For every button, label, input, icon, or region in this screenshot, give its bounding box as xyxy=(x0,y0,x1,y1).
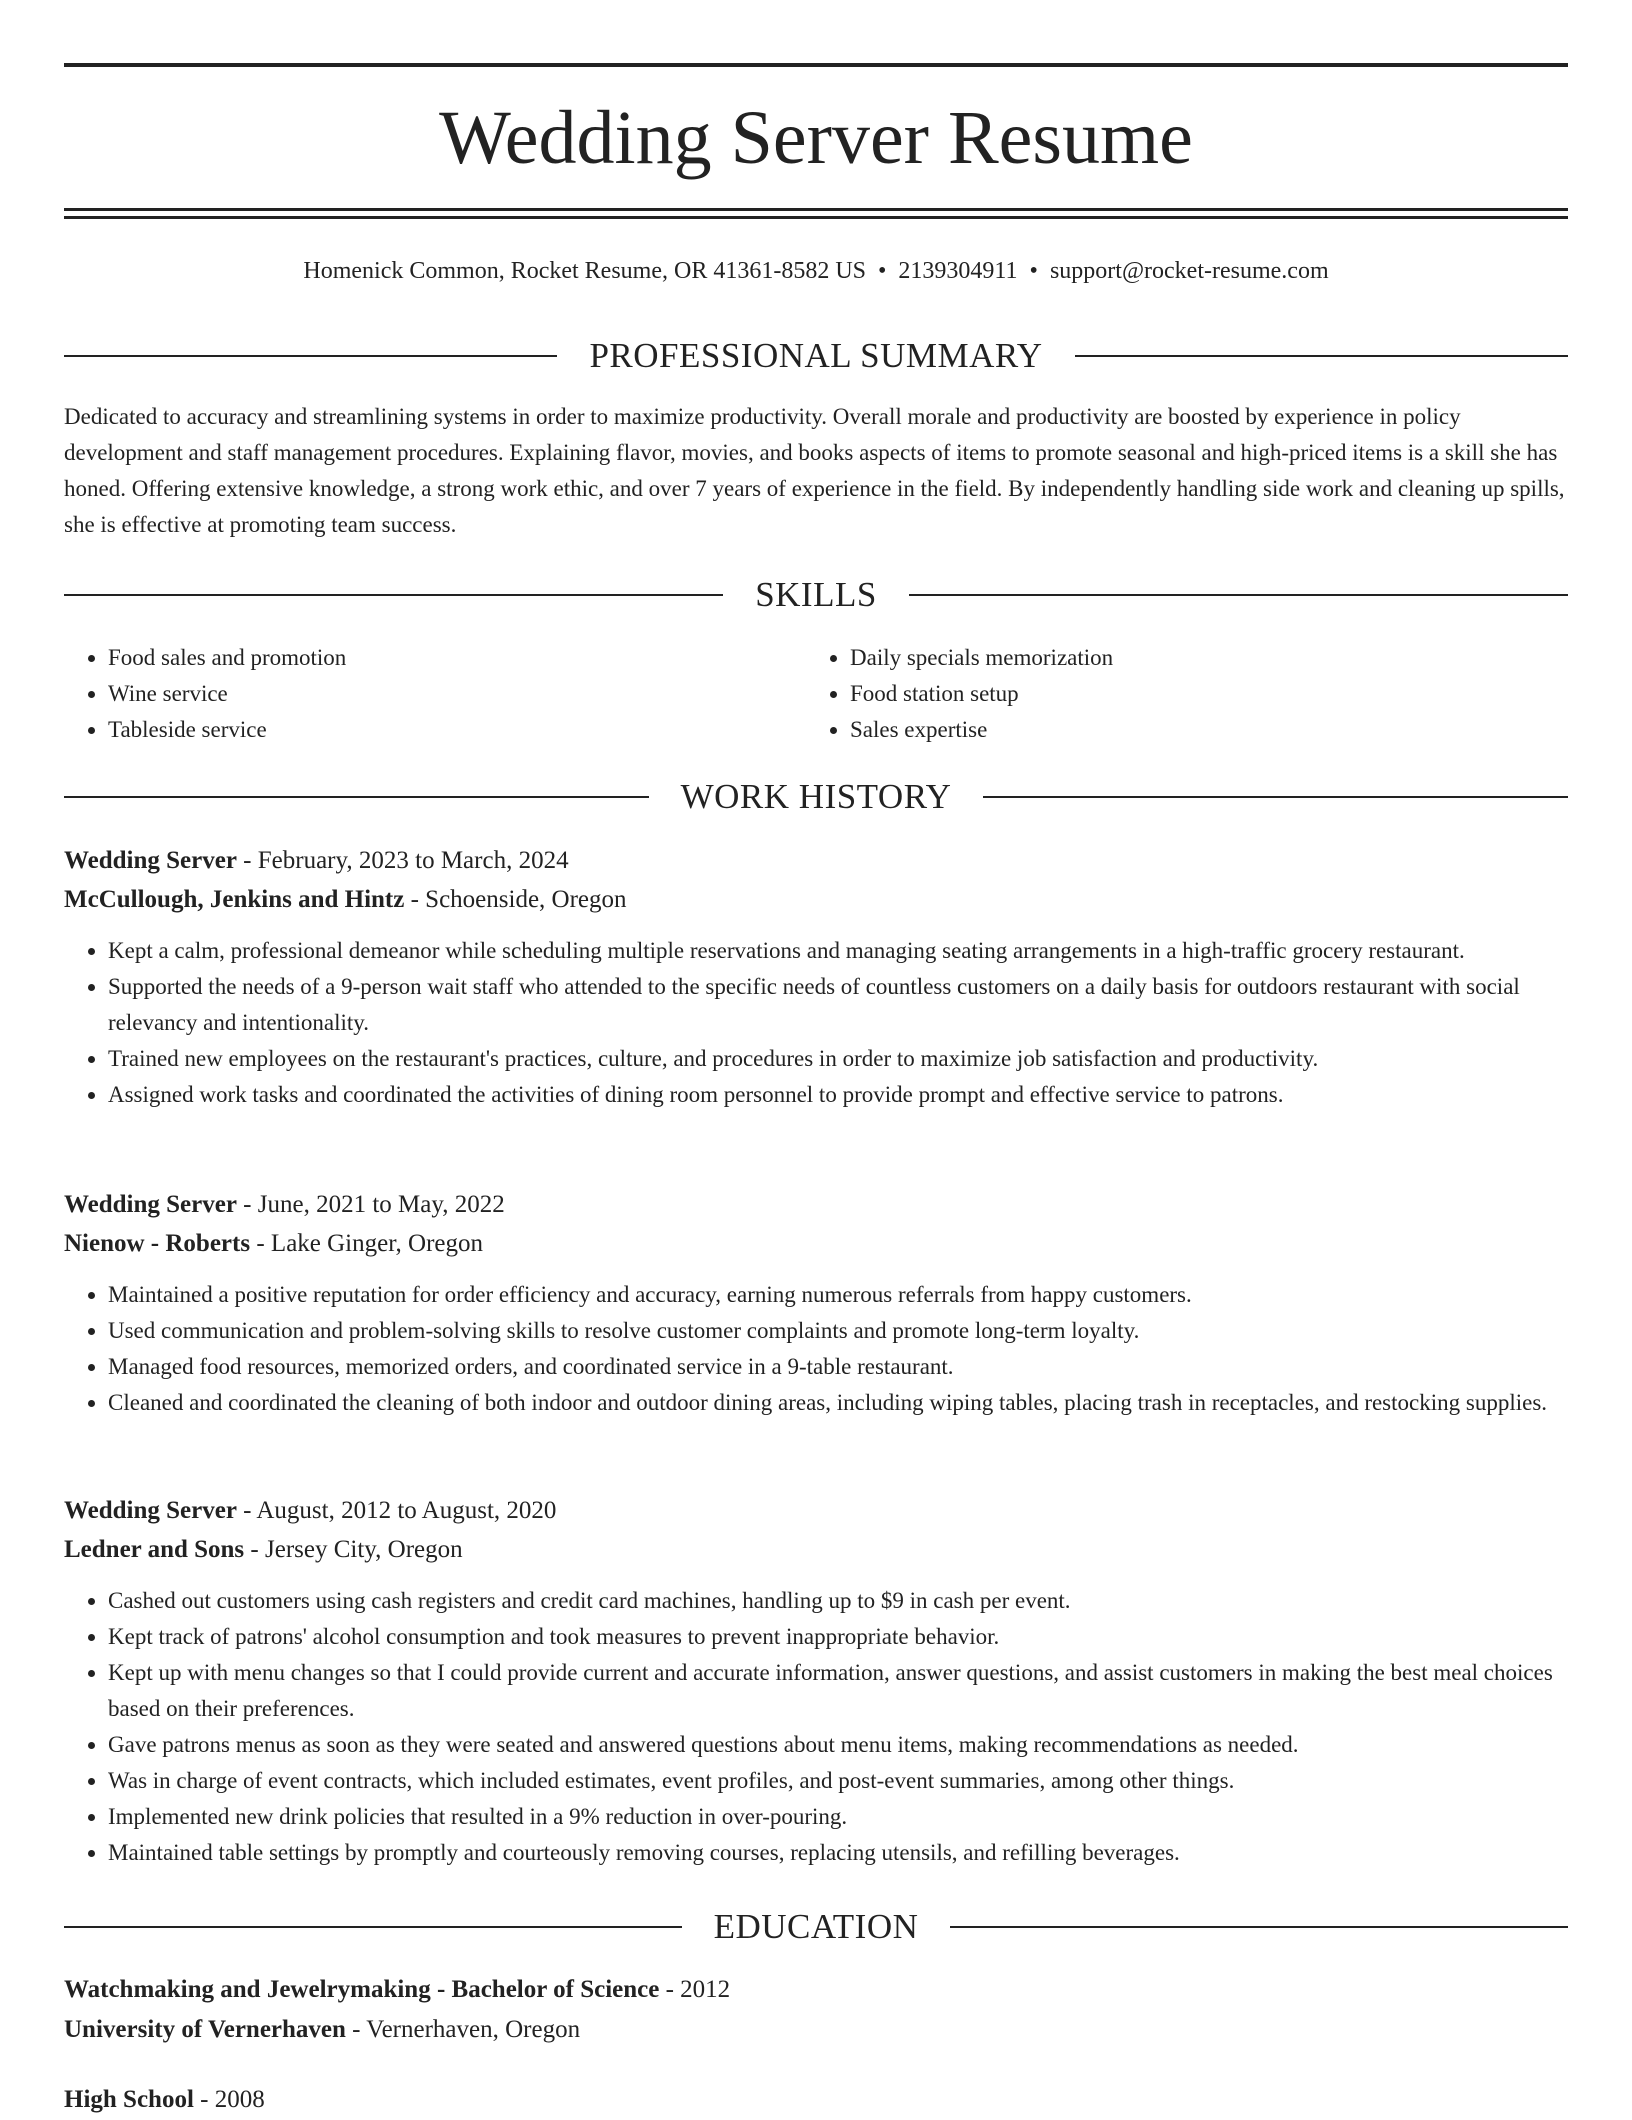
list-item: • Supported the needs of a 9-person wait staff who attended to the specific needs of countless customers on a daily basis for outdoors restaurant with social relevancy and intentionality. xyxy=(108,969,1568,1041)
job-entry xyxy=(64,1185,1568,1421)
skill-item: • Tableside service xyxy=(108,712,806,748)
section-rule xyxy=(64,796,649,798)
list-item: • Managed food resources, memorized orders, and coordinated service in a 9-table restaurant. xyxy=(108,1349,1568,1385)
contact-email: support@rocket-resume.com xyxy=(1049,258,1329,284)
list-item: • Was in charge of event contracts, which included estimates, event profiles, and post-event summaries, among other things. xyxy=(108,1763,1568,1799)
list-item: • Maintained table settings by promptly and courteously removing courses, replacing utensils, and refilling beverages. xyxy=(108,1835,1568,1871)
job-company: McCullough, Jenkins and Hintz xyxy=(64,886,405,913)
list-item: • Kept a calm, professional demeanor while scheduling multiple reservations and managing seating arrangements in a high-traffic grocery restaurant. xyxy=(108,933,1568,969)
section-rule xyxy=(909,594,1568,596)
job-title-line xyxy=(64,1491,1568,1530)
section-rule xyxy=(950,1926,1568,1928)
education-year: - 2008 xyxy=(193,2086,265,2113)
job-location: - Lake Ginger, Oregon xyxy=(250,1230,484,1257)
job-title: Wedding Server xyxy=(64,847,237,874)
section-rule xyxy=(1075,355,1568,357)
page-title: Wedding Server Resume xyxy=(439,96,1193,180)
job-company-line xyxy=(64,1224,1568,1263)
education-degree-line xyxy=(64,2080,1568,2120)
job-company-line xyxy=(64,880,1568,919)
contact-separator: • xyxy=(878,258,887,284)
job-company: Nienow - Roberts xyxy=(64,1230,251,1257)
list-item: • Cleaned and coordinated the cleaning of both indoor and outdoor dining areas, including wiping tables, placing trash in receptacles, and restocking supplies. xyxy=(108,1385,1568,1421)
job-entry xyxy=(64,841,1568,1113)
list-item: • Kept up with menu changes so that I could provide current and accurate information, answer questions, and assist customers in making the best meal choices based on their preferences. xyxy=(108,1655,1568,1727)
education-entry xyxy=(64,2080,1568,2120)
education-degree: High School xyxy=(64,2086,194,2113)
education-year: - 2012 xyxy=(659,1976,731,2003)
job-entry xyxy=(64,1491,1568,1871)
list-item: • Used communication and problem-solving skills to resolve customer complaints and promote long-term loyalty. xyxy=(108,1313,1568,1349)
section-header-education xyxy=(64,1907,1568,1947)
list-item: • Maintained a positive reputation for order efficiency and accuracy, earning numerous referrals from happy customers. xyxy=(108,1277,1568,1313)
section-header-skills xyxy=(64,575,1568,615)
list-item: • Trained new employees on the restaurant's practices, culture, and procedures in order to maximize job satisfaction and productivity. xyxy=(108,1041,1568,1077)
job-bullets xyxy=(64,933,1568,1113)
job-bullets xyxy=(64,1583,1568,1871)
contact-separator: • xyxy=(1029,258,1038,284)
list-item: • Assigned work tasks and coordinated the activities of dining room personnel to provide prompt and effective service to patrons. xyxy=(108,1077,1568,1113)
section-title-work: WORK HISTORY xyxy=(680,777,952,816)
skills-list xyxy=(64,640,1568,748)
list-item: • Gave patrons menus as soon as they were seated and answered questions about menu items, making recommendations as needed. xyxy=(108,1727,1568,1763)
skill-item: • Food station setup xyxy=(850,676,1548,712)
education-school-line xyxy=(64,2010,1568,2050)
education-degree: Watchmaking and Jewelrymaking - Bachelor of Science xyxy=(64,1976,660,2003)
education-location: - Vernerhaven, Oregon xyxy=(345,2016,581,2043)
title-rule-upper xyxy=(64,208,1568,211)
section-title-skills: SKILLS xyxy=(755,575,877,614)
section-header-summary xyxy=(64,336,1568,376)
section-rule xyxy=(64,355,557,357)
job-location: - Schoenside, Oregon xyxy=(404,886,627,913)
contact-line xyxy=(64,254,1568,288)
job-company-line xyxy=(64,1530,1568,1569)
job-location: - Jersey City, Oregon xyxy=(244,1536,463,1563)
section-rule xyxy=(983,796,1568,798)
contact-phone: 2139304911 xyxy=(898,258,1018,284)
job-dates: - February, 2023 to March, 2024 xyxy=(236,847,569,874)
contact-address: Homenick Common, Rocket Resume, OR 41361-8582 US xyxy=(303,258,867,284)
job-title-line xyxy=(64,1185,1568,1224)
skill-item: • Daily specials memorization xyxy=(850,640,1548,676)
skills-column-left xyxy=(64,640,806,748)
skill-item: • Sales expertise xyxy=(850,712,1548,748)
list-item: • Kept track of patrons' alcohol consumption and took measures to prevent inappropriate behavior. xyxy=(108,1619,1568,1655)
education-entry xyxy=(64,1970,1568,2050)
section-header-work xyxy=(64,777,1568,817)
list-item: • Implemented new drink policies that resulted in a 9% reduction in over-pouring. xyxy=(108,1799,1568,1835)
job-bullets xyxy=(64,1277,1568,1421)
job-company: Ledner and Sons xyxy=(64,1536,245,1563)
job-title: Wedding Server xyxy=(64,1497,237,1524)
list-item: • Cashed out customers using cash registers and credit card machines, handling up to $9 in cash per event. xyxy=(108,1583,1568,1619)
job-title-line xyxy=(64,841,1568,880)
job-title: Wedding Server xyxy=(64,1191,237,1218)
summary-text: Dedicated to accuracy and streamlining systems in order to maximize productivity. Overall morale and productivity are boosted by experience in policy development and staff management procedures. Explaining flavor, movies, and books aspects of items to promote seasonal and high-priced items is a skill she has honed. Offering extensive knowledge, a strong work ethic, and over 7 years of experience in the field. By independently handling side work and cleaning up spills, she is effective at promoting team success. xyxy=(64,404,1565,537)
education-school: University of Vernerhaven xyxy=(64,2016,346,2043)
skill-item: • Food sales and promotion xyxy=(108,640,806,676)
section-rule xyxy=(64,594,723,596)
job-dates: - June, 2021 to May, 2022 xyxy=(236,1191,505,1218)
section-title-summary: PROFESSIONAL SUMMARY xyxy=(589,336,1043,375)
section-rule xyxy=(64,1926,682,1928)
education-degree-line xyxy=(64,1970,1568,2010)
skill-item: • Wine service xyxy=(108,676,806,712)
title-rule-lower xyxy=(64,216,1568,219)
section-title-education: EDUCATION xyxy=(713,1907,919,1946)
skills-column-right xyxy=(806,640,1548,748)
job-dates: - August, 2012 to August, 2020 xyxy=(236,1497,557,1524)
top-rule xyxy=(64,63,1568,67)
